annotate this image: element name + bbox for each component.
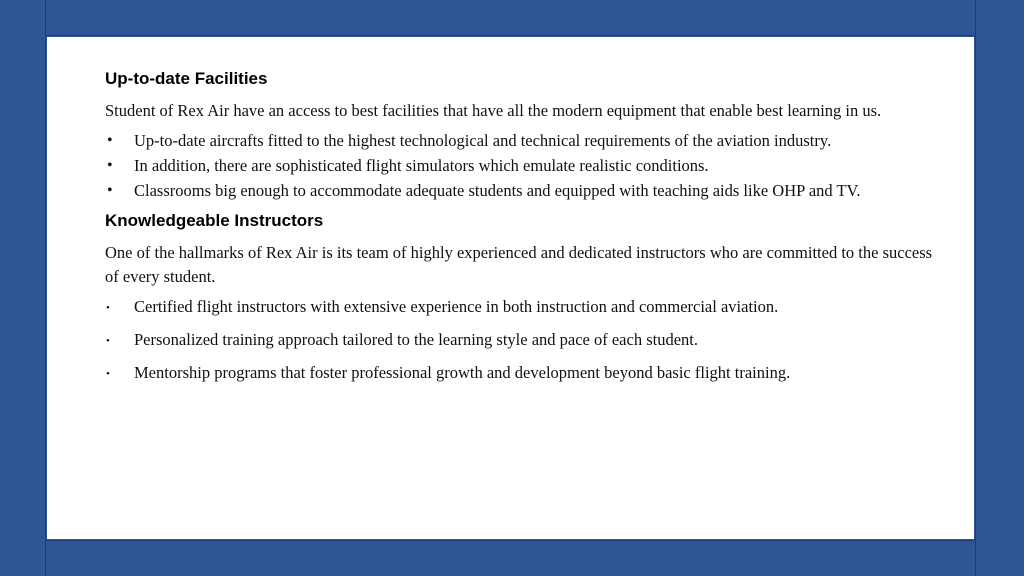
list-item-text: In addition, there are sophisticated flight simulators which emulate realistic conditions. xyxy=(134,156,709,175)
bullet-icon: • xyxy=(107,132,113,149)
slide-content-panel xyxy=(47,37,974,539)
bullet-icon: • xyxy=(107,157,113,174)
list-item xyxy=(105,295,935,319)
instructors-intro: One of the hallmarks of Rex Air is its team of highly experienced and dedicated instructors who are committed to the success of every student. xyxy=(105,243,933,286)
list-item xyxy=(105,361,935,385)
facilities-intro: Student of Rex Air have an access to best facilities that have all the modern equipment that enable best learning in us. xyxy=(105,101,882,120)
facilities-heading: Up-to-date Facilities xyxy=(105,69,268,88)
bullet-icon: • xyxy=(106,368,110,380)
bullet-icon: • xyxy=(107,182,113,199)
text-block xyxy=(105,67,935,394)
instructors-heading: Knowledgeable Instructors xyxy=(105,211,324,230)
frame-bottom-bar xyxy=(46,540,975,576)
list-item xyxy=(105,179,935,203)
list-item-text: Certified flight instructors with extensive experience in both instruction and commercial aviation. xyxy=(134,297,779,316)
list-item xyxy=(105,154,935,178)
list-item-text: Mentorship programs that foster professional growth and development beyond basic flight training. xyxy=(134,363,791,382)
bullet-icon: • xyxy=(106,302,110,314)
instructors-list xyxy=(105,295,935,385)
list-item-text: Up-to-date aircrafts fitted to the highest technological and technical requirements of the aviation industry. xyxy=(134,131,832,150)
facilities-list xyxy=(105,129,935,203)
list-item xyxy=(105,328,935,352)
bullet-icon: • xyxy=(106,335,110,347)
frame-top-bar xyxy=(46,0,975,36)
frame-right-bar xyxy=(975,0,1024,576)
list-item xyxy=(105,129,935,153)
list-item-text: Classrooms big enough to accommodate adequate students and equipped with teaching aids like OHP and TV. xyxy=(134,181,861,200)
list-item-text: Personalized training approach tailored to the learning style and pace of each student. xyxy=(134,330,698,349)
frame-left-bar xyxy=(0,0,46,576)
